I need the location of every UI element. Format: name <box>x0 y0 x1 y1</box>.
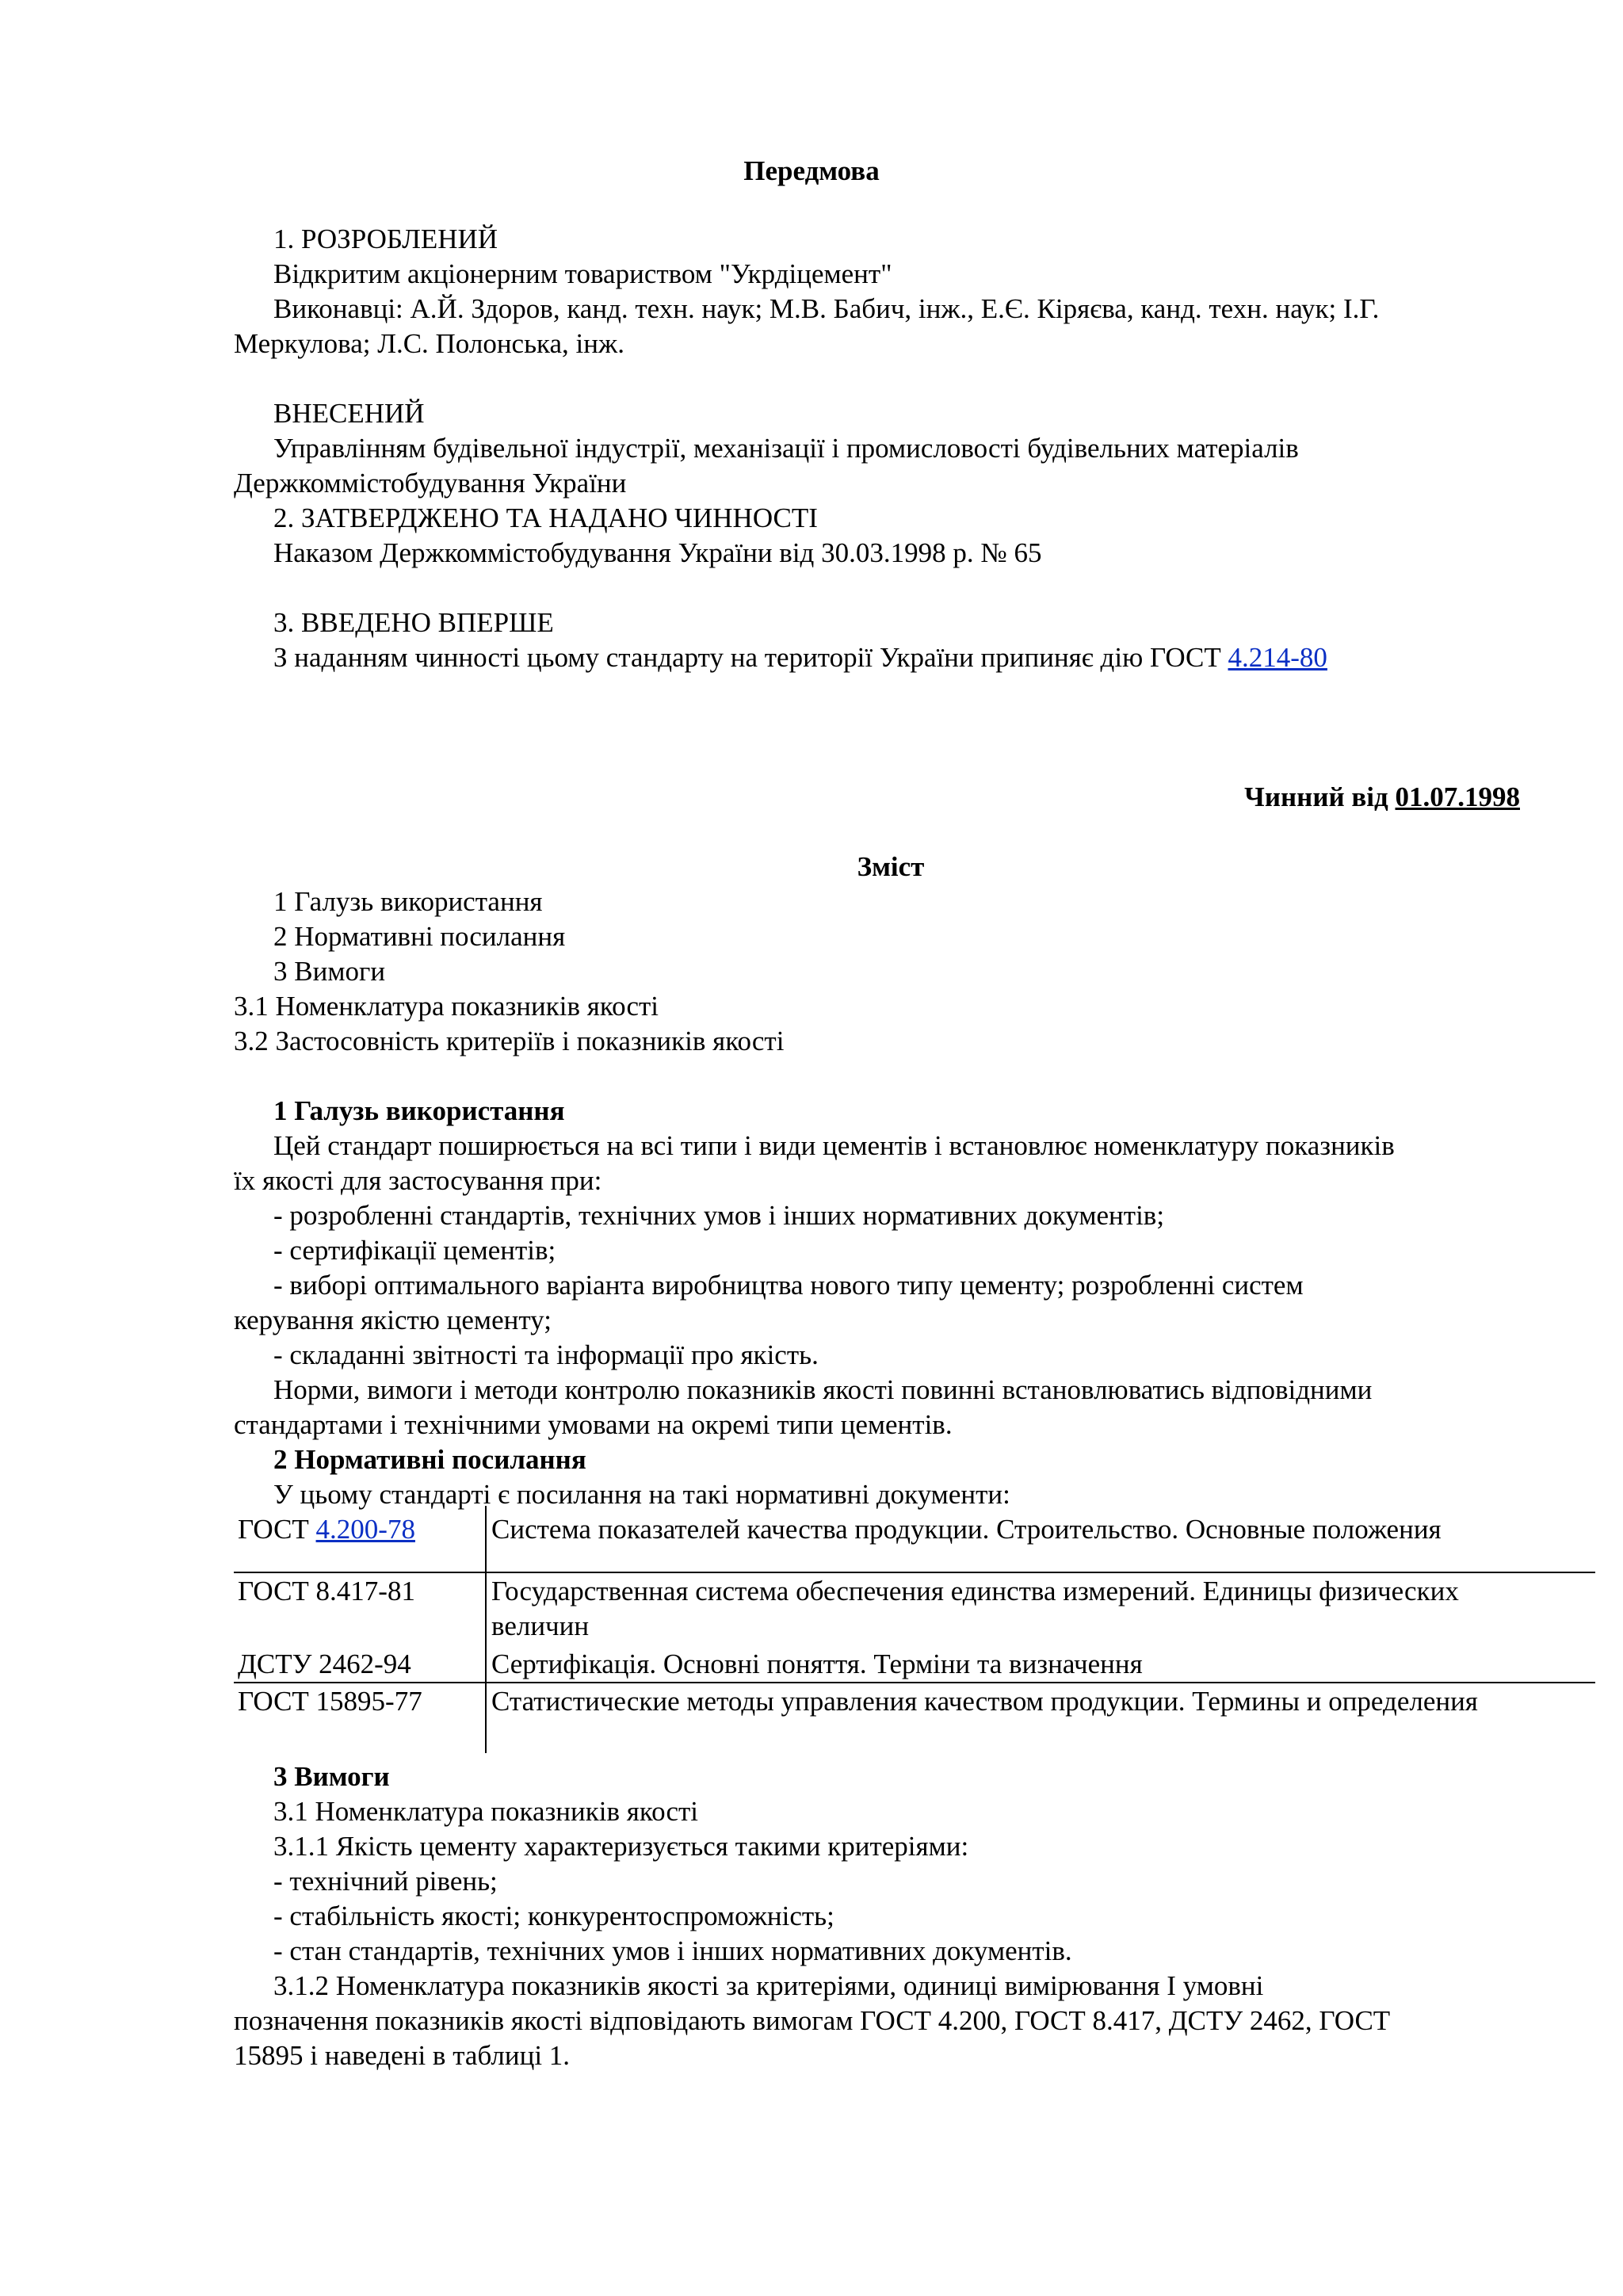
section1-bullet-1: - розробленні стандартів, технічних умов і інших нормативних документів; <box>273 1200 1165 1231</box>
section1-bullet-2: - сертифікації цементів; <box>273 1235 556 1266</box>
effective-date-value: 01.07.1998 <box>1395 781 1520 812</box>
toc-item-3: 3 Вимоги <box>273 956 386 987</box>
toc-item-1: 1 Галузь використання <box>273 886 543 917</box>
section3-bullet-2: - стабільність якості; конкурентоспроможність; <box>273 1901 834 1931</box>
approved-heading: 2. ЗАТВЕРДЖЕНО ТА НАДАНО ЧИННОСТІ <box>273 502 818 533</box>
section1-intro-line-2: їх якості для застосування при: <box>234 1165 602 1196</box>
performers-line-1: Виконавці: А.Й. Здоров, канд. техн. наук; М.В. Бабич, інж., Е.Є. Кіряєва, канд. техн. наук; І.Г. <box>273 293 1380 324</box>
approved-text: Наказом Держкоммістобудування України від 30.03.1998 р. № 65 <box>273 537 1042 568</box>
preface-title: Передмова <box>743 155 880 186</box>
section1-bullet-3: - виборі оптимального варіанта виробництва нового типу цементу; розробленні систем <box>273 1270 1304 1301</box>
section2-heading: 2 Нормативні посилання <box>273 1444 586 1475</box>
ref-title-2-cont: величин <box>491 1610 590 1641</box>
section3-p311: 3.1.1 Якість цементу характеризується такими критеріями: <box>273 1831 969 1862</box>
toc-item-3-1: 3.1 Номенклатура показників якості <box>234 991 659 1022</box>
introduced-text <box>273 640 1327 675</box>
section3-heading: 3 Вимоги <box>273 1761 390 1792</box>
section3-p312-line-3: 15895 і наведені в таблиці 1. <box>234 2040 571 2071</box>
toc-item-3-2: 3.2 Застосовність критеріїв і показників якості <box>234 1026 785 1056</box>
section3-bullet-3: - стан стандартів, технічних умов і інших нормативних документів. <box>273 1935 1072 1966</box>
section3-sub-1: 3.1 Номенклатура показників якості <box>273 1796 699 1827</box>
introduced-heading: 3. ВВЕДЕНО ВПЕРШЕ <box>273 607 554 638</box>
ref-code-3: ДСТУ 2462-94 <box>238 1648 411 1679</box>
ref-title-1: Система показателей качества продукции. Строительство. Основные положения <box>491 1514 1442 1545</box>
section1-heading: 1 Галузь використання <box>273 1095 565 1126</box>
ref-code-1 <box>238 1512 415 1547</box>
ref-code-2: ГОСТ 8.417-81 <box>238 1576 415 1606</box>
section1-norms-line-2: стандартами і технічними умовами на окремі типи цементів. <box>234 1409 953 1440</box>
submitted-heading: ВНЕСЕНИЙ <box>273 398 425 429</box>
section2-intro: У цьому стандарті є посилання на такі нормативні документи: <box>273 1479 1010 1510</box>
section3-p312-line-2: позначення показників якості відповідають вимогам ГОСТ 4.200, ГОСТ 8.417, ДСТУ 2462, ГОСТ <box>234 2005 1391 2036</box>
ref-title-2: Государственная система обеспечения единства измерений. Единицы физических <box>491 1576 1459 1606</box>
submitted-line-1: Управлінням будівельної індустрії, механізації і промисловості будівельних матеріалів <box>273 433 1299 464</box>
gost-4-214-80-link[interactable]: 4.214-80 <box>1228 642 1327 673</box>
ref-code-1-prefix: ГОСТ <box>238 1514 316 1545</box>
section3-bullet-1: - технічний рівень; <box>273 1866 498 1897</box>
performers-line-2: Меркулова; Л.С. Полонська, інж. <box>234 328 624 359</box>
refs-table-rule-2 <box>234 1682 1595 1683</box>
section3-p312-line-1: 3.1.2 Номенклатура показників якості за критеріями, одиниці вимірювання І умовні <box>273 1970 1264 2001</box>
toc-item-2: 2 Нормативні посилання <box>273 921 566 952</box>
toc-title: Зміст <box>857 851 925 882</box>
section1-bullet-4: - складанні звітності та інформації про якість. <box>273 1339 819 1370</box>
introduced-text-body: З наданням чинності цьому стандарту на території України припиняє дію ГОСТ <box>273 642 1228 673</box>
refs-table-rule-1 <box>234 1572 1595 1573</box>
gost-4-200-78-link[interactable]: 4.200-78 <box>315 1514 415 1545</box>
ref-title-3: Сертифікація. Основні поняття. Терміни та визначення <box>491 1648 1143 1679</box>
ref-title-4: Статистические методы управления качеством продукции. Термины и определения <box>491 1686 1478 1717</box>
ref-code-4: ГОСТ 15895-77 <box>238 1686 422 1717</box>
refs-table-divider <box>485 1506 487 1753</box>
section1-intro-line-1: Цей стандарт поширюється на всі типи і види цементів і встановлює номенклатуру показників <box>273 1130 1395 1161</box>
developed-by: Відкритим акціонерним товариством "Укрдіцемент" <box>273 258 892 289</box>
developed-heading: 1. РОЗРОБЛЕНИЙ <box>273 223 498 254</box>
effective-date <box>1244 780 1520 815</box>
section1-norms-line-1: Норми, вимоги і методи контролю показників якості повинні встановлюватись відповідними <box>273 1374 1373 1405</box>
section1-bullet-3-cont: керування якістю цементу; <box>234 1305 552 1335</box>
effective-label: Чинний від <box>1244 781 1396 812</box>
submitted-line-2: Держкоммістобудування України <box>234 468 627 499</box>
